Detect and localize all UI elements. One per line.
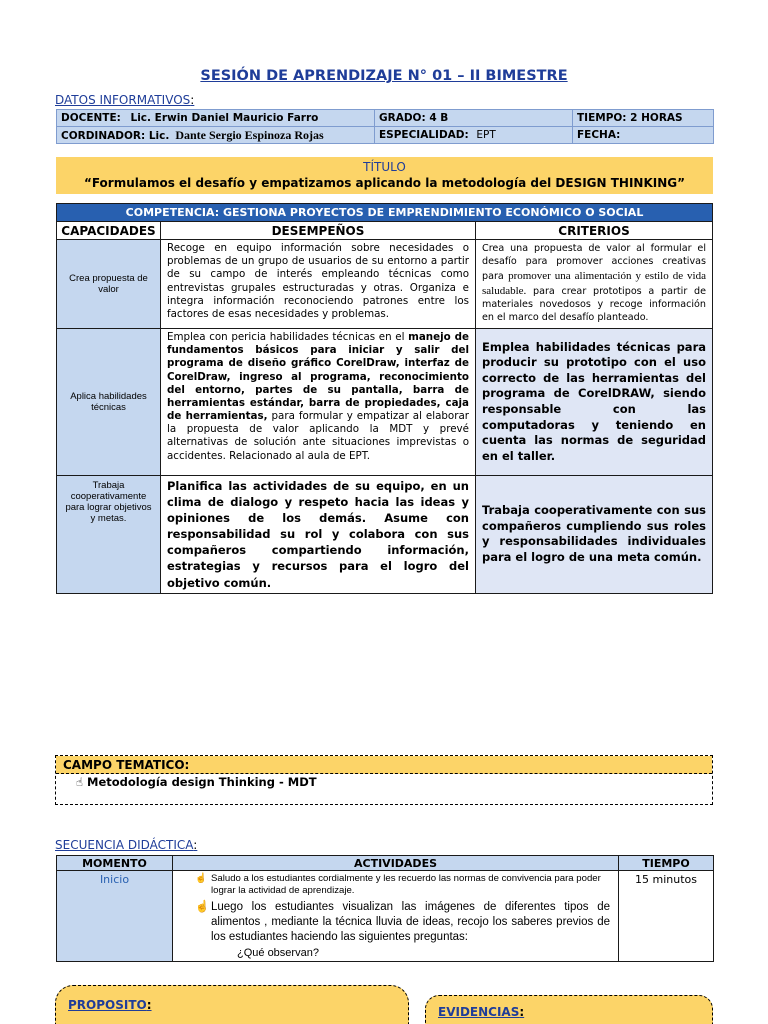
grado-cell: GRADO: 4 B: [375, 110, 573, 127]
table-row: [57, 240, 713, 329]
capacidad-cell: Crea propuesta de valor: [57, 240, 161, 329]
desempeno-cell: Planifica las actividades de su equipo, en un clima de dialogo y respeto hacia las ideas y opiniones de los demás. Asume con responsabilidad su rol y colabora con sus compañeros compartiendo información, estrategias y recursos para el logro del objetivo común.: [161, 476, 476, 594]
desempeno-cell: Recoge en equipo información sobre necesidades o problemas de un grupo de usuarios de su entorno a partir de su campo de interés empleando técnicas como entrevistas grupales estructuradas y otras. Organiza e integra información reconociendo patrones entre los factores de esas necesidades y problemas.: [161, 240, 476, 329]
proposito-box: [55, 985, 409, 1024]
pointer-hand-icon: ☝: [76, 775, 84, 789]
col-desempenos: DESEMPEÑOS: [161, 222, 476, 240]
campo-tematico-item: ☝ Metodología design Thinking - MDT: [76, 775, 317, 789]
desempeno-cell: Emplea con pericia habilidades técnicas en el manejo de fundamentos básicos para iniciar y salir del programa de diseño gráfico CorelDraw, interfaz de CorelDraw, ingreso al programa, reconocimiento del entorno, partes de su pantalla, barra de herramientas estándar, barra de propiedades, caja de herramientas, para formular y empatizar al elaborar la propuesta de valor aplicando la MDT y prevé alternativas de solución ante situaciones imprevistas o accidentes. Relacionado al aula de EPT.: [161, 329, 476, 476]
proposito-label: PROPOSITO:: [68, 998, 152, 1012]
col-actividades: ACTIVIDADES: [173, 856, 619, 871]
pointer-hand-icon: ☝: [195, 873, 207, 884]
evidencias-box: [425, 995, 713, 1024]
col-momento: MOMENTO: [57, 856, 173, 871]
tiempo-cell: 15 minutos: [619, 871, 714, 962]
especialidad-cell: ESPECIALIDAD: EPT: [375, 127, 573, 144]
titulo-box: [56, 157, 713, 194]
list-item: ☝ Luego los estudiantes visualizan las imágenes de diferentes tipos de alimentos , mediante la técnica lluvia de ideas, recojo los saberes previos de los estudiantes haciendo las siguientes preguntas:: [195, 900, 610, 943]
fecha-cell: FECHA:: [573, 127, 714, 144]
table-row: [57, 871, 714, 962]
criterio-cell: Emplea habilidades técnicas para producir su prototipo con el uso correcto de las herramientas del programa de CorelDRAW, siendo responsable con las computadoras y teniendo en cuenta las normas de seguridad en el taller.: [476, 329, 713, 476]
table-row: [57, 329, 713, 476]
question-text: ¿Qué observan?: [237, 946, 319, 959]
coordinador-cell: CORDINADOR: Lic. Dante Sergio Espinoza Rojas: [57, 127, 375, 144]
campo-tematico-heading: CAMPO TEMATICO:: [56, 756, 712, 774]
list-item: ☝ Saludo a los estudiantes cordialmente y les recuerdo las normas de convivencia para poder lograr la actividad de aprendizaje.: [195, 873, 601, 897]
titulo-text: “Formulamos el desafío y empatizamos aplicando la metodología del DESIGN THINKING”: [83, 176, 686, 190]
evidencias-label: EVIDENCIAS:: [438, 1005, 525, 1019]
info-table: [56, 109, 714, 144]
tiempo-cell: TIEMPO: 2 HORAS: [573, 110, 714, 127]
capacidad-cell: Trabaja cooperativamente para lograr objetivos y metas.: [57, 476, 161, 594]
criterio-cell: Trabaja cooperativamente con sus compañeros cumpliendo sus roles y responsabilidades individuales para el logro de una meta común.: [476, 476, 713, 594]
actividades-cell: [173, 871, 619, 962]
secuencia-label: SECUENCIA DIDÁCTICA:: [55, 838, 198, 852]
table-row: [57, 476, 713, 594]
capacidad-cell: Aplica habilidades técnicas: [57, 329, 161, 476]
campo-tematico-box: [55, 755, 713, 805]
col-capacidades: CAPACIDADES: [57, 222, 161, 240]
col-criterios: CRITERIOS: [476, 222, 713, 240]
docente-cell: DOCENTE: Lic. Erwin Daniel Mauricio Farro: [57, 110, 375, 127]
titulo-label: TÍTULO: [363, 160, 406, 174]
datos-informativos-label: DATOS INFORMATIVOS:: [55, 93, 195, 107]
col-tiempo: TIEMPO: [619, 856, 714, 871]
competencia-table: [56, 203, 713, 594]
competencia-heading: COMPETENCIA: GESTIONA PROYECTOS DE EMPRENDIMIENTO ECONÓMICO O SOCIAL: [57, 204, 713, 222]
secuencia-table: [56, 855, 714, 962]
momento-cell: Inicio: [57, 871, 173, 962]
criterio-cell: Crea una propuesta de valor al formular el desafío para promover acciones creativas para promover una alimentación y estilo de vida saludable. para crear prototipos a partir de materiales novedosos y recoge información en el marco del desafío planteado.: [476, 240, 713, 329]
page-title: SESIÓN DE APRENDIZAJE N° 01 – II BIMESTRE: [200, 68, 568, 84]
pointer-hand-icon: ☝: [195, 900, 210, 913]
